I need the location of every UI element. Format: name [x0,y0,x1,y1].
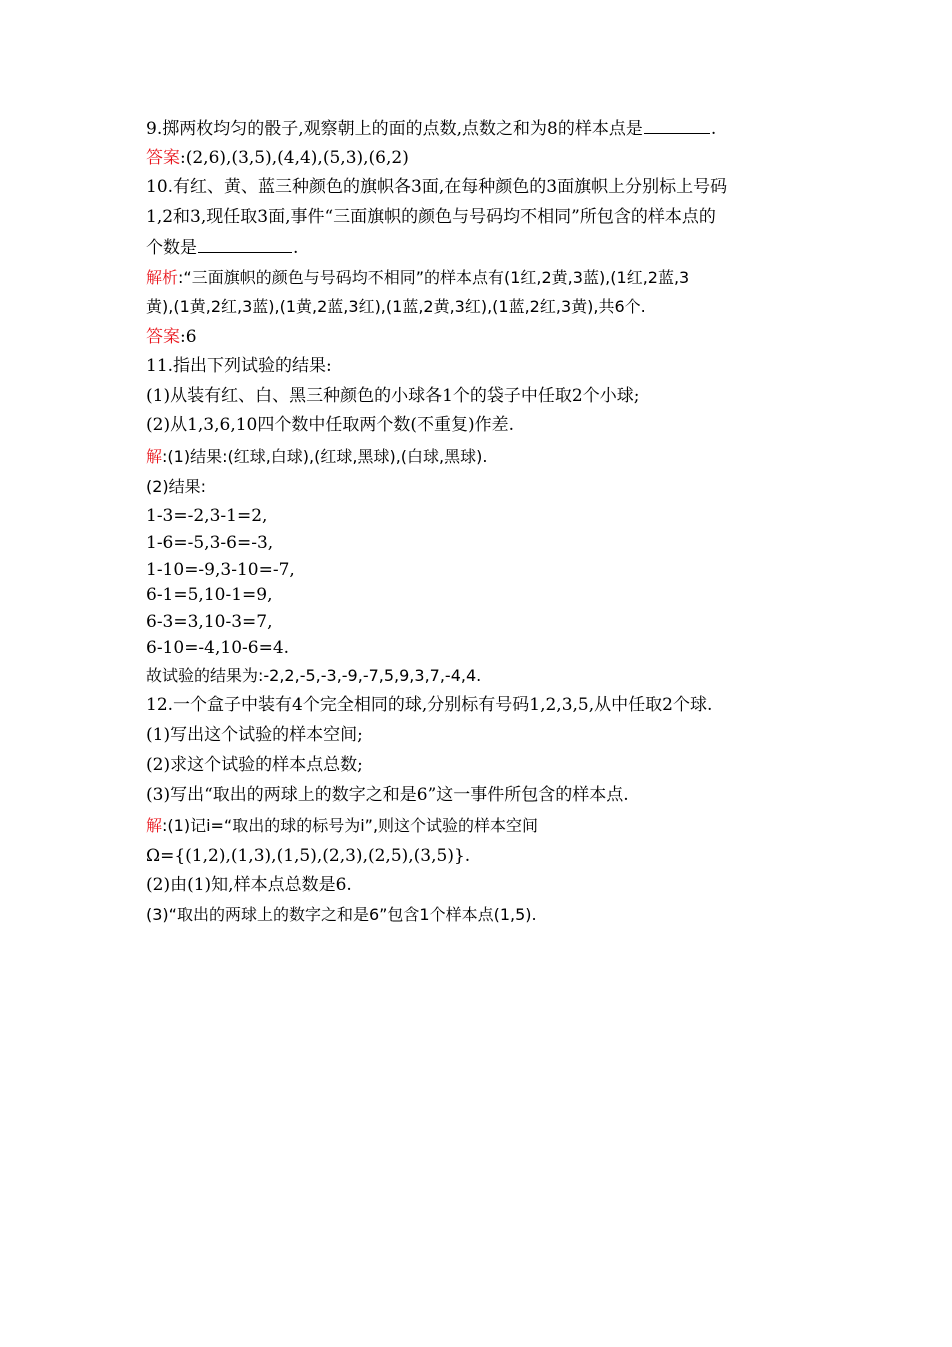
result-row: 1-6=-5,3-6=-3, [146,533,274,553]
question-11-part-2: (2)从1,3,6,10四个数中任取两个数(不重复)作差. [146,415,515,435]
analysis-text-1: :“三面旗帜的颜色与号码均不相同”的样本点有(1红,2黄,3蓝),(1红,2蓝,3 [178,268,690,287]
result-row: 1-3=-2,3-1=2, [146,506,268,526]
question-9-answer [146,147,409,169]
question-11-solution [146,446,487,468]
question-10-line-2: 1,2和3,现任取3面,事件“三面旗帜的颜色与号码均不相同”所包含的样本点的 [146,207,716,227]
conclusion: 故试验的结果为:-2,2,-5,-3,-9,-7,5,9,3,7,-4,4. [146,666,482,685]
solution-text-1: :(1)结果:(红球,白球),(红球,黑球),(白球,黑球). [162,447,488,466]
result-row: 6-3=3,10-3=7, [146,612,273,632]
question-12-title: 12.一个盒子中装有4个完全相同的球,分别标有号码1,2,3,5,从中任取2个球. [146,695,713,715]
result-row: 6-1=5,10-1=9, [146,585,273,605]
question-10-line-3 [146,236,298,259]
answer-text: :(2,6),(3,5),(4,4),(5,3),(6,2) [180,148,409,168]
question-11-title: 11.指出下列试验的结果: [146,356,332,376]
question-12-part-3: (3)写出“取出的两球上的数字之和是6”这一事件所包含的样本点. [146,785,629,805]
result-row: 1-10=-9,3-10=-7, [146,560,295,580]
solution-text-4: (3)“取出的两球上的数字之和是6”包含1个样本点(1,5). [146,905,537,924]
answer-label: 答案 [146,327,180,347]
solution-label: 解 [146,816,163,835]
question-12-part-2: (2)求这个试验的样本点总数; [146,755,363,775]
question-9 [146,117,716,140]
answer-text: :6 [180,327,197,347]
question-10-analysis [146,267,689,289]
solution-text-3: (2)由(1)知,样本点总数是6. [146,875,352,895]
solution-label: 解 [146,447,163,466]
solution-text-1: :(1)记i=“取出的球的标号为i”,则这个试验的样本空间 [162,816,539,835]
question-11-part-1: (1)从装有红、白、黑三种颜色的小球各1个的袋子中任取2个小球; [146,386,640,406]
solution-text-2: (2)结果: [146,477,207,496]
question-10-analysis-cont: 黄),(1黄,2红,3蓝),(1黄,2蓝,3红),(1蓝,2黄,3红),(1蓝,2红,3黄),共6个. [146,297,646,316]
result-row: 6-10=-4,10-6=4. [146,638,290,658]
analysis-label: 解析 [146,268,179,287]
question-10-end: . [293,238,299,258]
question-10-text: 个数是 [146,238,197,258]
question-12-solution [146,815,538,837]
question-12-part-1: (1)写出这个试验的样本空间; [146,725,363,745]
question-10-answer [146,326,197,348]
sample-space: Ω={(1,2),(1,3),(1,5),(2,3),(2,5),(3,5)}. [146,846,471,866]
answer-blank [644,117,710,134]
question-10-line-1: 10.有红、黄、蓝三种颜色的旗帜各3面,在每种颜色的3面旗帜上分别标上号码 [146,177,728,197]
answer-label: 答案 [146,148,180,168]
answer-blank [198,236,292,253]
question-9-text: 9.掷两枚均匀的骰子,观察朝上的面的点数,点数之和为8的样本点是 [146,119,643,139]
question-9-end: . [710,119,717,139]
